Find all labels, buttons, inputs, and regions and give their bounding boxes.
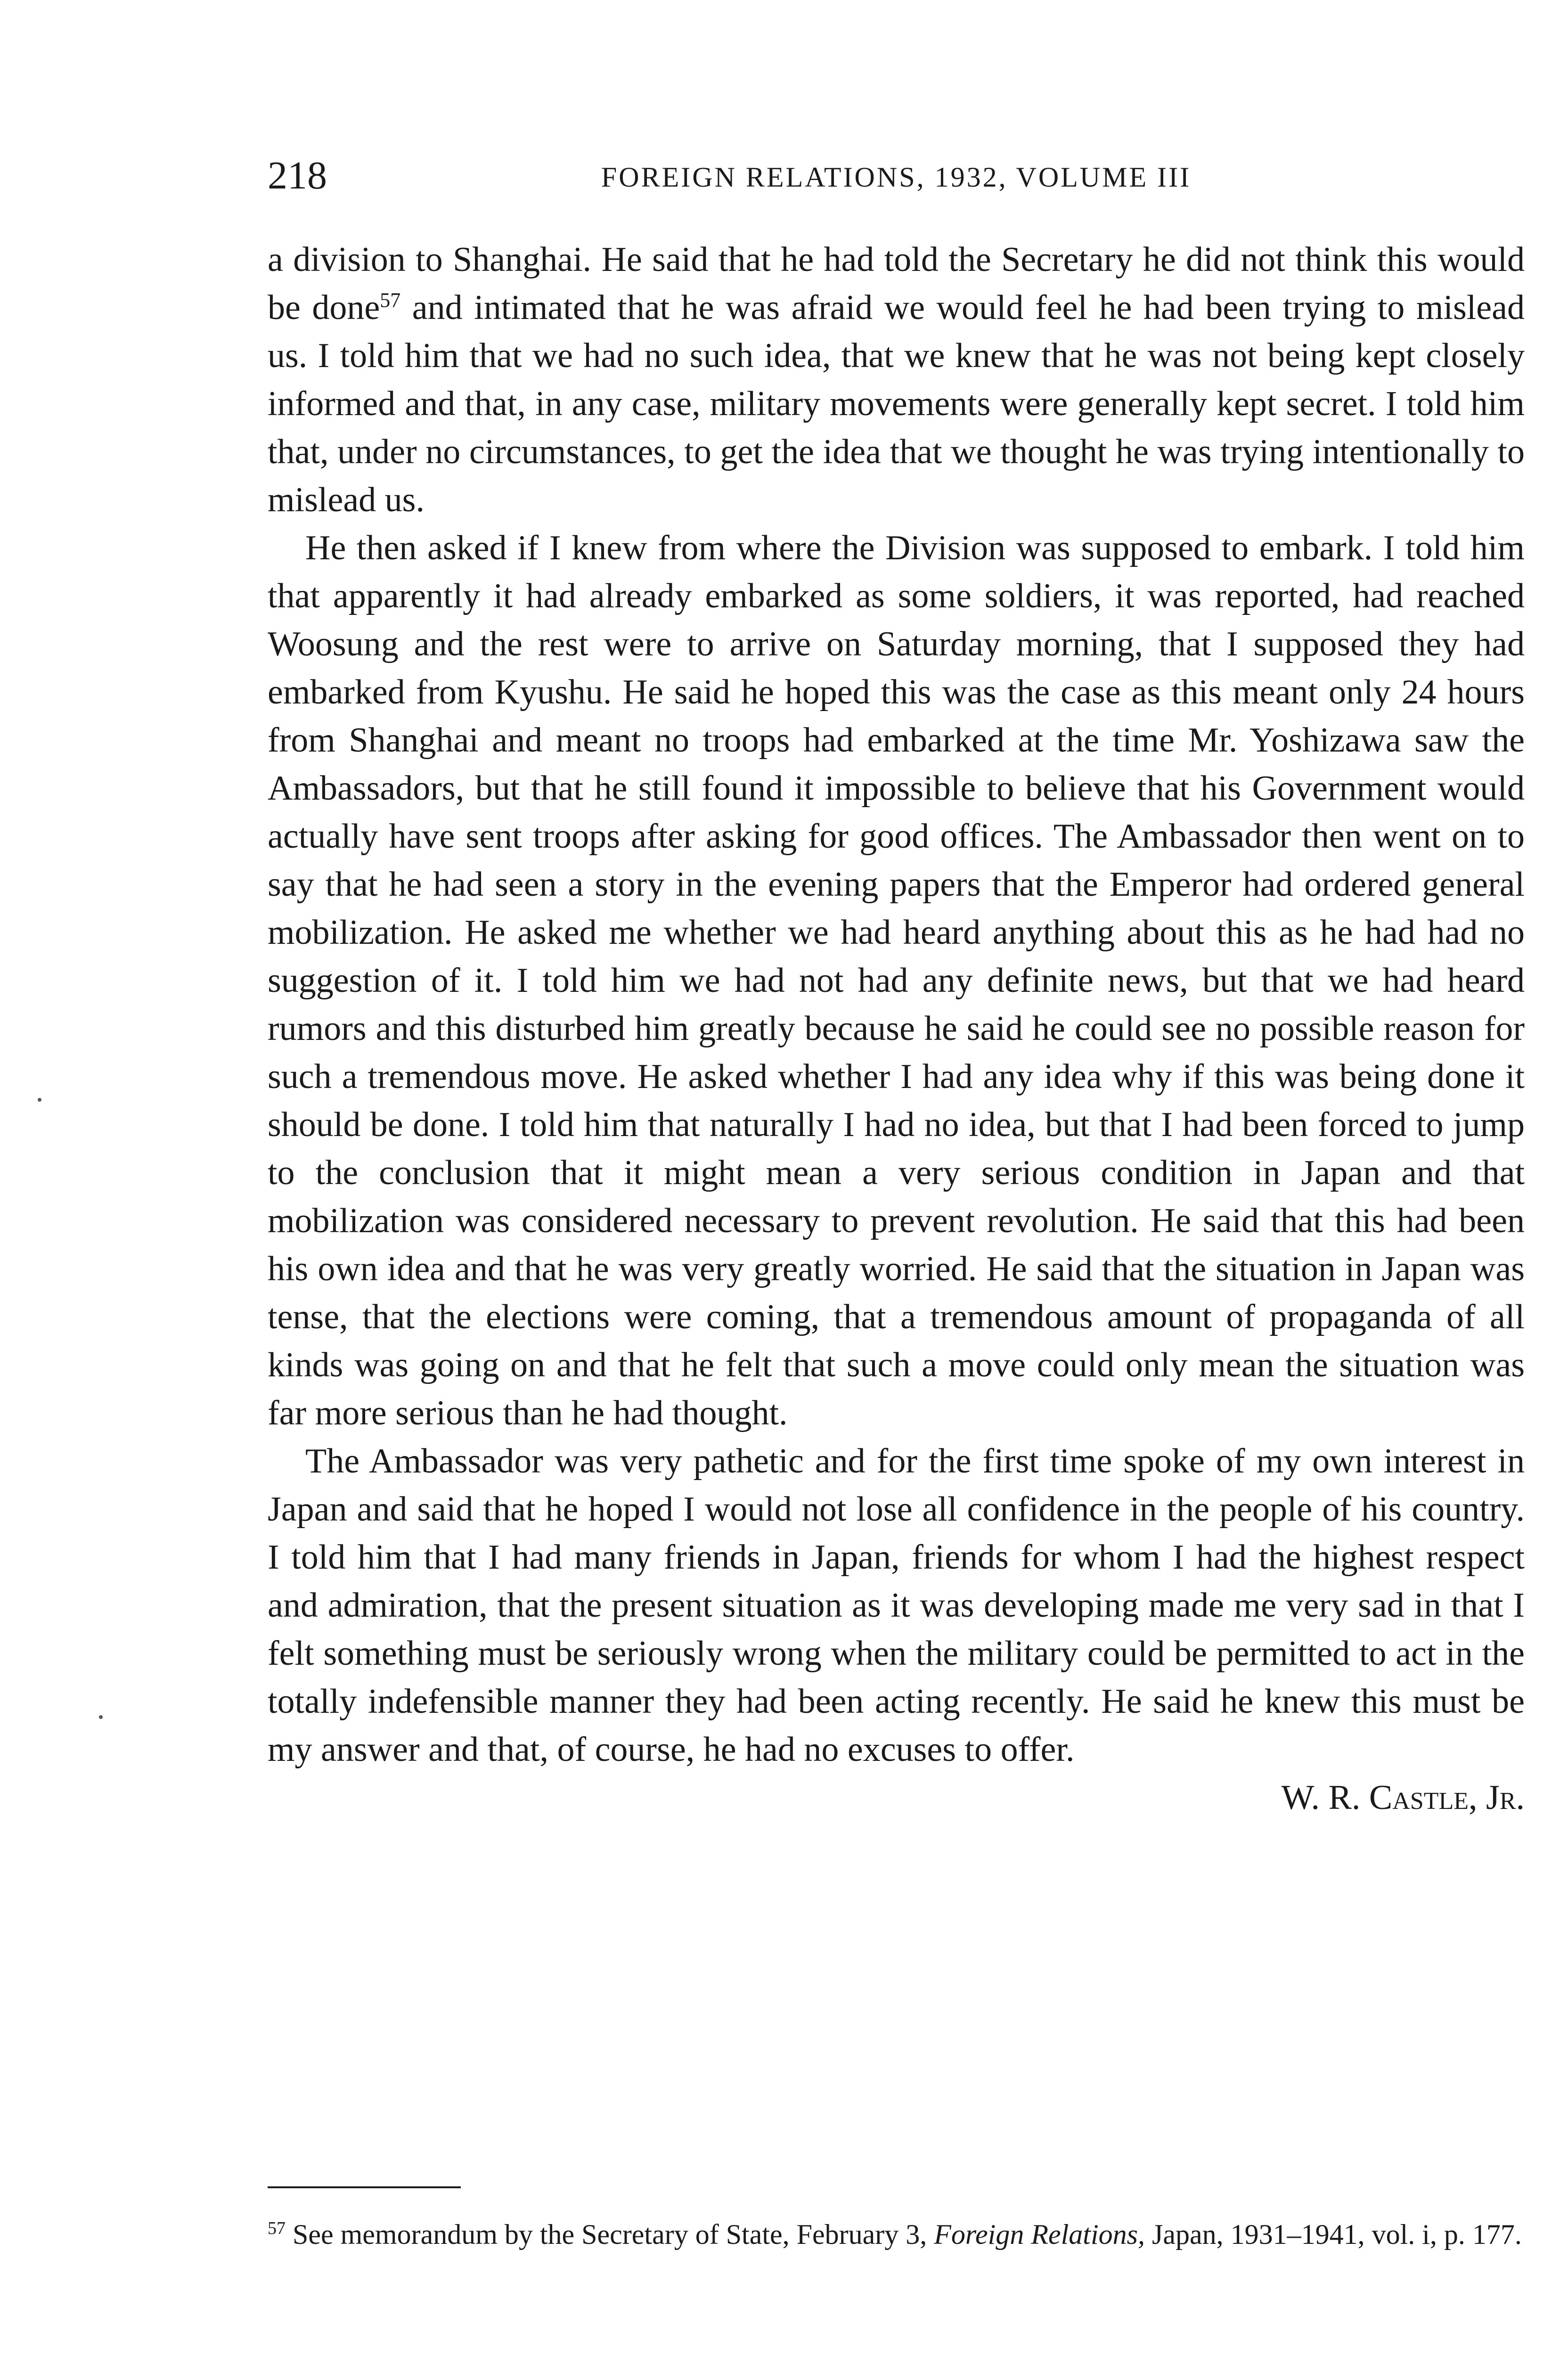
footnote [268, 2215, 1525, 2254]
scan-speck [38, 1098, 41, 1102]
paragraph: The Ambassador was very pathetic and for the first time spoke of my own interest in Japan and said that he hoped I would not lose all confidence in the people of his country. I told him that I had many friends in Japan, friends for whom I had the highest respect and admiration, that the present situation as it was developing made me very sad in that I felt something must be seriously wrong when the military could be permitted to act in the totally indefensible manner they had been acting recently. He said he knew this must be my answer and that, of course, he had no excuses to offer. [268, 1442, 1525, 1769]
paragraph-text: and intimated that he was afraid we would feel he had been trying to mislead us. I told him that we had no such idea, that we knew that he was not being kept closely informed and that, in any case, military movements were generally kept secret. I told him that, under no circumstances, to get the idea that we thought he was trying intentionally to mislead us. [268, 288, 1525, 519]
footnote-divider [268, 2186, 461, 2188]
page-header [268, 150, 1525, 202]
paragraph [268, 236, 1525, 524]
paragraph: He then asked if I knew from where the Division was supposed to embark. I told him that apparently it had already embarked as some soldiers, it was reported, had reached Woosung and the rest were to arrive on Saturday morning, that I supposed they had embarked from Kyushu. He said he hoped this was the case as this meant only 24 hours from Shanghai and meant no troops had embarked at the time Mr. Yoshizawa saw the Ambassadors, but that he still found it impossible to believe that his Government would actually have sent troops after asking for good offices. The Ambassador then went on to say that he had seen a story in the evening papers that the Emperor had ordered general mobilization. He asked me whether we had heard anything about this as he had had no suggestion of it. I told him we had not had any definite news, but that we had heard rumors and this disturbed him greatly because he said he could see no possible reason for such a tremendous move. He asked whether I had any idea why if this was being done it should be done. I told him that naturally I had no idea, but that I had been forced to jump to the conclusion that it might mean a very serious condition in Japan and that mobilization was considered necessary to prevent revolution. He said that this had been his own idea and that he was very greatly worried. He said that the situation in Japan was tense, that the elections were coming, that a tremendous amount of propaganda of all kinds was going on and that he felt that such a move could only mean the situation was far more serious than he had thought. [268, 529, 1525, 1432]
signature: W. R. Castle, Jr. [1281, 1778, 1525, 1817]
scan-speck [99, 1715, 103, 1719]
footnote-text: Japan, 1931–1941, vol. i, p. 177. [1144, 2219, 1522, 2250]
paragraph-text: a division to Shanghai. He said that he had told the Secretary he did not think this would be done [268, 240, 1525, 327]
footnote-marker: 57 [268, 2218, 286, 2238]
footnote-italic-title: Foreign Relations, [934, 2219, 1145, 2250]
page-number: 218 [268, 154, 327, 197]
footnote-text: See memorandum by the Secretary of State, February 3, [286, 2219, 934, 2250]
running-title: FOREIGN RELATIONS, 1932, VOLUME III [601, 162, 1192, 193]
footnote-reference[interactable]: 57 [380, 288, 401, 312]
document-body [268, 236, 1525, 1822]
